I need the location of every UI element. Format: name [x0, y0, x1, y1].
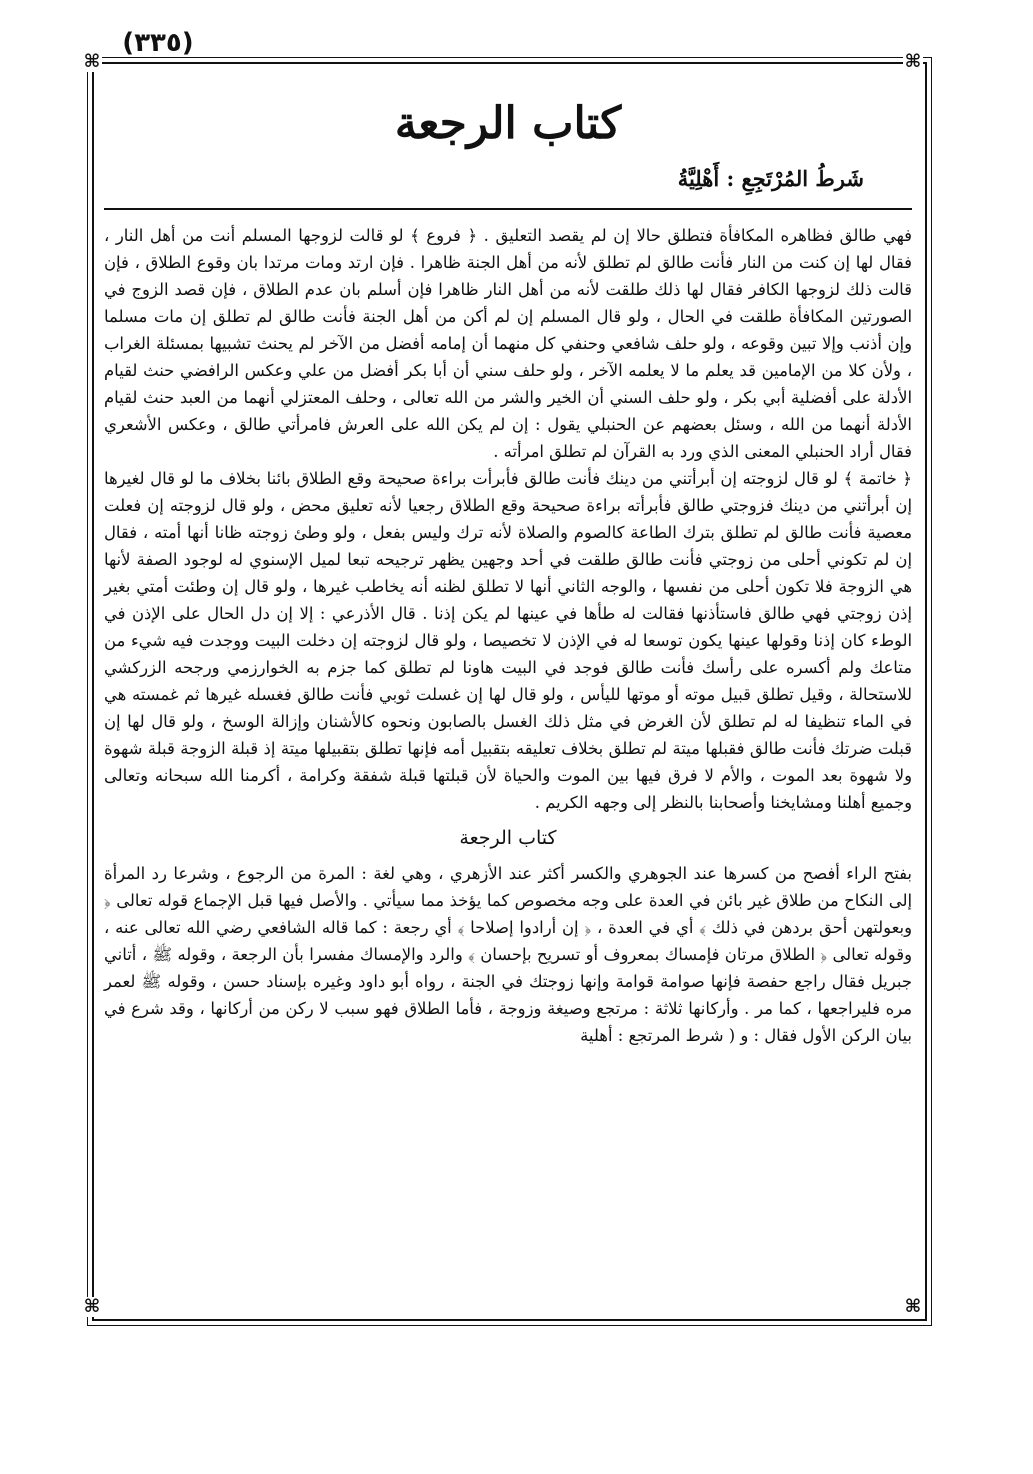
corner-ornament-icon: ⌘ — [904, 51, 922, 72]
section-body-paragraph: بفتح الراء أفصح من كسرها عند الجوهري والكسر أكثر عند الأزهري ، وهي لغة : المرة من الرجوع ، وشرعا رد المرأة إلى النكاح من طلاق غير بائن في العدة على وجه مخصوص كما يؤخذ مما سيأتي . والأصل فيها قبل الإجماع قوله تعالى ﴿ وبعولتهن أحق بردهن في ذلك ﴾ أي في العدة ، ﴿ إن أرادوا إصلاحا ﴾ أي رجعة : كما قاله الشافعي رضي الله تعالى عنه ، وقوله تعالى ﴿ الطلاق مرتان فإمساك بمعروف أو تسريح بإحسان ﴾ والرد والإمساك مفسرا بأن الرجعة ، وقوله ﷺ ، أتاني جبريل فقال راجع حفصة فإنها صوامة قوامة وإنها زوجتك في الجنة ، رواه أبو داود وغيره بإسناد حسن ، وقوله ﷺ لعمر مره فليراجعها ، كما مر . وأركانها ثلاثة : مرتجع وصيغة وزوجة ، فأما الطلاق فهو سبب لا ركن من أركانها ، وقد شرع في بيان الركن الأول فقال : و ( شرط المرتجع : أهلية — [104, 864, 912, 1045]
matn-text: شَرطُ المُرْتَجِعِ : أَهْلِيَّةُ — [677, 166, 864, 191]
page-number: (٣٣٥) — [122, 28, 194, 58]
commentary-paragraph: ﴿ خاتمة ﴾ لو قال لزوجته إن أبرأتني من دينك فأنت طالق فأبرأت براءة صحيحة وقع الطلاق بائنا بخلاف ما لو قال لغيرها إن أبرأتني من دينك فزوجتي طالق فأبرأته براءة صحيحة وقع الطلاق رجعيا لأنه تعليق محض ، ولو قال لزوجته إن فعلت معصية فأنت طالق لم تطلق بترك الطاعة كالصوم والصلاة لأنه ترك وليس بفعل ، ولو وطئ زوجته ظانا أنها أمته ، فقال إن لم تكوني أحلى من زوجتي فأنت طالق طلقت في أحد وجهين يظهر ترجيحه تبعا لميل الإسنوي له لوجود الصفة لأنها هي الزوجة فلا تكون أحلى من نفسها ، والوجه الثاني أنها لا تطلق لظنه أنه يخاطب غيرها ، ولو قال إن وطئت أمتي بغير إذن زوجتي فهي طالق فاستأذنها فقالت له طأها في عينها لم يكن إذنا . قال الأذرعي : إلا إن دل الحال على الإذن في الوطء كان إذنا وقولها عينها يكون توسعا له في الإذن لا تخصيصا ، ولو قال لزوجته إن دخلت البيت ووجدت فيه شيء من متاعك ولم أكسره على رأسك فأنت طالق فوجد في البيت هاونا لم تطلق كما جزم به الخوارزمي ورجحه الزركشي للاستحالة ، وقيل تطلق قبيل موته أو موتها لليأس ، ولو قال لها إن غسلت ثوبي فأنت طالق فغسله غيرها ثم غمسته هي في الماء تنظيفا له لم تطلق لأن الغرض في مثل ذلك الغسل بالصابون ونحوه كالأشنان وإزالة الوسخ ، ولو قال لها إن قبلت ضرتك فأنت طالق فقبلها ميتة لم تطلق بخلاف تعليقه بتقبيل أمه فإنها تطلق بتقبيلها ميتة إذ قبلة الزوجة قبلة شهوة ولا شهوة بعد الموت ، والأم لا فرق فيها بين الموت والحياة لأن قبلتها قبلة شفقة وكرامة ، أكرمنا الله سبحانه وتعالى وجميع أهلنا ومشايخنا وأصحابنا بالنظر إلى وجهه الكريم . — [104, 469, 912, 812]
commentary-paragraph: فهي طالق فظاهره المكافأة فتطلق حالا إن لم يقصد التعليق . ﴿ فروع ﴾ لو قالت لزوجها المسلم أنت من أهل النار ، فقال لها إن كنت من النار فأنت طالق لم تطلق لأنه من أهل الجنة ظاهرا . فإن ارتد ومات مرتدا بان وقوع الطلاق ، فإن قالت ذلك لزوجها الكافر فقال لها ذلك طلقت لأنه من أهل النار ظاهرا فإن أسلم بان عدم الطلاق ، فإن قصد الزوج في الصورتين المكافأة طلقت في الحال ، ولو قال المسلم إن لم أكن من أهل الجنة فأنت طالق لم تطلق إن مات مسلما وإن أذنب وإلا تبين وقوعه ، ولو حلف شافعي وحنفي كل منهما أن إمامه أفضل من الآخر لم يحنث تشبيها بمسئلة الغراب ، ولأن كلا من الإمامين قد يعلم ما لا يعلمه الآخر ، ولو حلف سني أن أبا بكر أفضل من علي وعكس الرافضي حنث لقيام الأدلة على أفضلية أبي بكر ، ولو حلف السني أن الخير والشر من الله تعالى ، وحلف المعتزلي أنهما من العبد حنث لقيام الأدلة أنهما من الله ، وسئل بعضهم عن الحنبلي يقول : إن لم يكن الله على العرش فامرأتي طالق ، وعكس الأشعري فقال أراد الحنبلي المعنى الذي ورد به القرآن لم تطلق امرأته . — [104, 226, 912, 461]
section-heading: كتاب الرجعة — [459, 827, 557, 849]
corner-ornament-icon: ⌘ — [83, 1296, 101, 1317]
page-content — [104, 90, 912, 1049]
book-title: كتاب الرجعة — [394, 98, 622, 149]
divider-rule — [104, 208, 912, 210]
corner-ornament-icon: ⌘ — [83, 51, 101, 72]
corner-ornament-icon: ⌘ — [904, 1296, 922, 1317]
